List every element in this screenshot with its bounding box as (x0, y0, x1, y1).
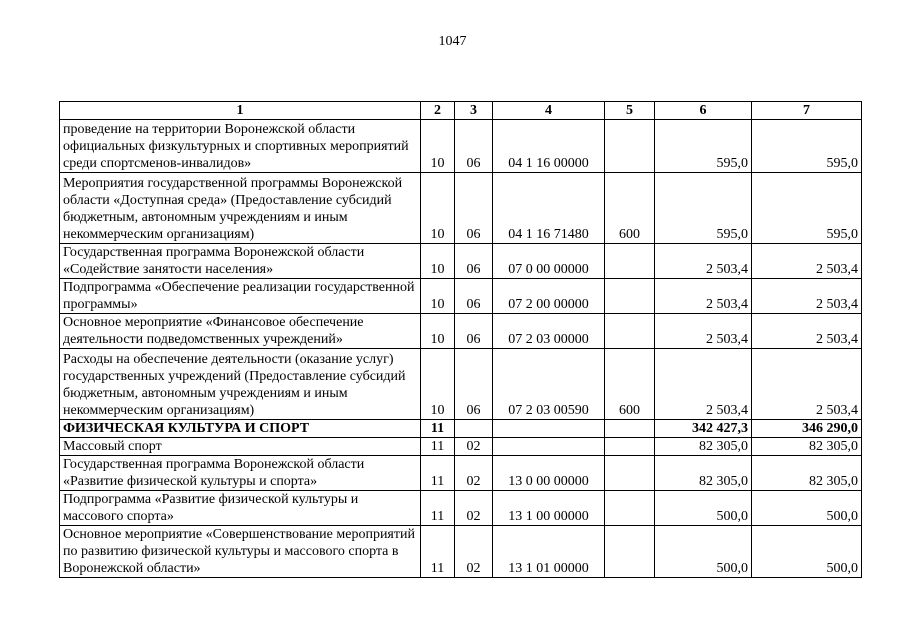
column-header: 7 (752, 102, 862, 120)
table-row (60, 456, 862, 491)
row-amount-2-cell: 2 503,4 (752, 244, 862, 279)
row-amount-2-cell: 346 290,0 (752, 420, 862, 438)
table-row (60, 314, 862, 349)
row-amount-2-cell: 82 305,0 (752, 438, 862, 456)
row-target-code-cell (493, 438, 605, 456)
row-expense-type-cell (605, 438, 655, 456)
table-row (60, 491, 862, 526)
row-section-cell: 10 (421, 244, 455, 279)
row-section-cell: 10 (421, 120, 455, 173)
column-header: 1 (60, 102, 421, 120)
row-expense-type-cell (605, 526, 655, 578)
row-amount-2-cell: 2 503,4 (752, 349, 862, 420)
row-amount-2-cell: 595,0 (752, 120, 862, 173)
table-row (60, 526, 862, 578)
row-subsection-cell: 06 (455, 244, 493, 279)
row-section-cell: 10 (421, 279, 455, 314)
row-target-code-cell (493, 420, 605, 438)
row-amount-2-cell: 595,0 (752, 173, 862, 244)
row-subsection-cell: 02 (455, 491, 493, 526)
row-name-cell: проведение на территории Воронежской области официальных физкультурных и спортивных мероприятий среди спортсменов-инвалидов» (60, 120, 421, 173)
table-header-row (60, 102, 862, 120)
row-expense-type-cell (605, 244, 655, 279)
row-target-code-cell: 04 1 16 00000 (493, 120, 605, 173)
row-name-cell: Подпрограмма «Развитие физической культуры и массового спорта» (60, 491, 421, 526)
row-subsection-cell: 06 (455, 279, 493, 314)
row-target-code-cell: 13 1 01 00000 (493, 526, 605, 578)
column-header: 3 (455, 102, 493, 120)
row-target-code-cell: 07 2 00 00000 (493, 279, 605, 314)
row-section-cell: 11 (421, 456, 455, 491)
row-section-cell: 11 (421, 438, 455, 456)
row-expense-type-cell (605, 279, 655, 314)
row-target-code-cell: 04 1 16 71480 (493, 173, 605, 244)
table-row (60, 420, 862, 438)
row-name-cell: ФИЗИЧЕСКАЯ КУЛЬТУРА И СПОРТ (60, 420, 421, 438)
row-target-code-cell: 07 2 03 00590 (493, 349, 605, 420)
row-target-code-cell: 07 0 00 00000 (493, 244, 605, 279)
table-row (60, 244, 862, 279)
row-name-cell: Подпрограмма «Обеспечение реализации государственной программы» (60, 279, 421, 314)
row-subsection-cell: 02 (455, 526, 493, 578)
row-amount-1-cell: 2 503,4 (655, 244, 752, 279)
row-subsection-cell (455, 420, 493, 438)
table-row (60, 438, 862, 456)
row-expense-type-cell (605, 120, 655, 173)
row-amount-1-cell: 595,0 (655, 173, 752, 244)
row-section-cell: 11 (421, 420, 455, 438)
row-subsection-cell: 06 (455, 314, 493, 349)
table-row (60, 279, 862, 314)
row-amount-2-cell: 2 503,4 (752, 279, 862, 314)
row-amount-1-cell: 500,0 (655, 491, 752, 526)
row-name-cell: Расходы на обеспечение деятельности (оказание услуг) государственных учреждений (Предоставление субсидий бюджетным, автономным учреждениям и иным некоммерческим организациям) (60, 349, 421, 420)
row-expense-type-cell (605, 456, 655, 491)
row-target-code-cell: 13 1 00 00000 (493, 491, 605, 526)
row-section-cell: 10 (421, 173, 455, 244)
row-amount-1-cell: 2 503,4 (655, 279, 752, 314)
column-header: 5 (605, 102, 655, 120)
table-row (60, 173, 862, 244)
row-amount-1-cell: 2 503,4 (655, 314, 752, 349)
row-expense-type-cell: 600 (605, 349, 655, 420)
row-subsection-cell: 06 (455, 120, 493, 173)
page-number: 1047 (438, 34, 467, 49)
row-section-cell: 10 (421, 349, 455, 420)
row-amount-2-cell: 2 503,4 (752, 314, 862, 349)
row-name-cell: Государственная программа Воронежской области «Содействие занятости населения» (60, 244, 421, 279)
row-name-cell: Основное мероприятие «Совершенствование мероприятий по развитию физической культуры и массового спорта в Воронежской области» (60, 526, 421, 578)
row-amount-1-cell: 342 427,3 (655, 420, 752, 438)
row-expense-type-cell (605, 491, 655, 526)
column-header: 6 (655, 102, 752, 120)
row-amount-1-cell: 82 305,0 (655, 438, 752, 456)
row-subsection-cell: 02 (455, 456, 493, 491)
row-target-code-cell: 13 0 00 00000 (493, 456, 605, 491)
row-target-code-cell: 07 2 03 00000 (493, 314, 605, 349)
row-section-cell: 10 (421, 314, 455, 349)
row-amount-2-cell: 500,0 (752, 491, 862, 526)
row-amount-1-cell: 595,0 (655, 120, 752, 173)
row-subsection-cell: 06 (455, 349, 493, 420)
row-expense-type-cell (605, 420, 655, 438)
table-row (60, 349, 862, 420)
table-row (60, 120, 862, 173)
row-name-cell: Основное мероприятие «Финансовое обеспечение деятельности подведомственных учреждений» (60, 314, 421, 349)
row-amount-1-cell: 500,0 (655, 526, 752, 578)
row-section-cell: 11 (421, 491, 455, 526)
row-amount-2-cell: 82 305,0 (752, 456, 862, 491)
budget-table (59, 101, 862, 578)
row-section-cell: 11 (421, 526, 455, 578)
column-header: 4 (493, 102, 605, 120)
row-name-cell: Массовый спорт (60, 438, 421, 456)
row-expense-type-cell (605, 314, 655, 349)
table-body (60, 120, 862, 578)
column-header: 2 (421, 102, 455, 120)
row-subsection-cell: 06 (455, 173, 493, 244)
row-amount-2-cell: 500,0 (752, 526, 862, 578)
row-subsection-cell: 02 (455, 438, 493, 456)
row-name-cell: Мероприятия государственной программы Воронежской области «Доступная среда» (Предоставление субсидий бюджетным, автономным учреждениям и иным некоммерческим организациям) (60, 173, 421, 244)
row-name-cell: Государственная программа Воронежской области «Развитие физической культуры и спорта» (60, 456, 421, 491)
row-amount-1-cell: 2 503,4 (655, 349, 752, 420)
row-amount-1-cell: 82 305,0 (655, 456, 752, 491)
row-expense-type-cell: 600 (605, 173, 655, 244)
